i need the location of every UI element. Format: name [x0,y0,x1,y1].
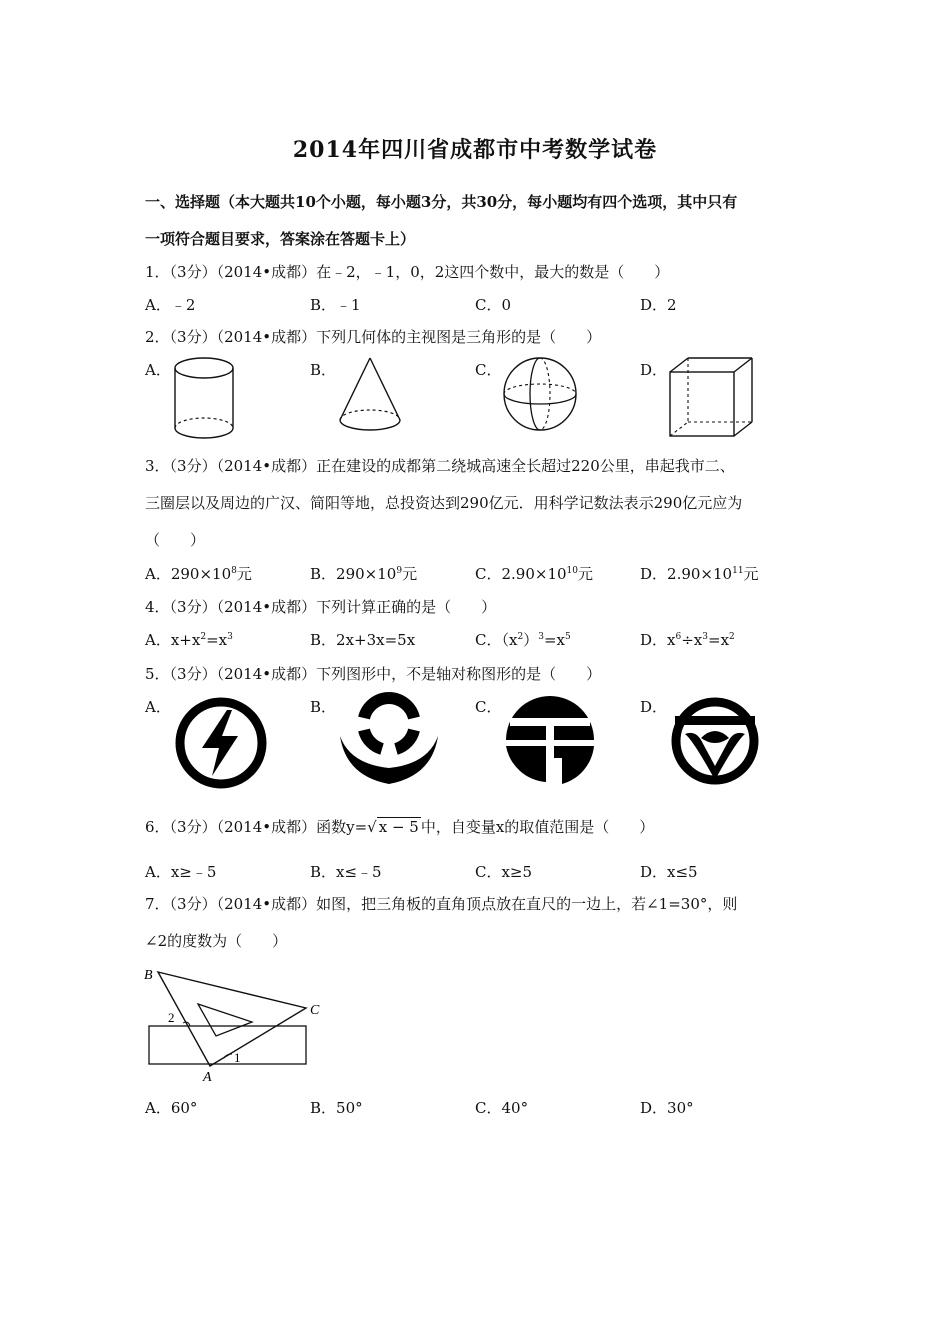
q2-option-a[interactable]: A． [145,361,171,379]
q4-option-d[interactable]: D．$x^6\div x^3=x^2$ [640,631,735,649]
q7-option-a[interactable]: A．60° [145,1099,198,1117]
q6-option-b[interactable]: B．x≤﹣5 [310,863,382,881]
q4-option-b[interactable]: B．2x+3x=5x [310,631,416,649]
label-angle-2: 2 [168,1010,175,1025]
question-3-stem-line1: 3．（3分）（2014•成都）正在建设的成都第二绕城高速全长超过220公里，串起我市二、 [145,457,735,475]
q1-option-c[interactable]: C．0 [475,296,512,314]
section-heading-line1: 一、选择题（本大题共10个小题，每小题3分，共30分，每小题均有四个选项，其中只有 [145,193,738,211]
v-logo-icon [667,694,763,788]
label-c: C [310,1003,320,1018]
q3-option-b[interactable]: B．$290\times 10^9$元 [310,565,418,583]
question-1-stem: 1．（3分）（2014•成都）在﹣2，﹣1，0，2这四个数中，最大的数是（ ） [145,263,670,281]
q1-option-d[interactable]: D．2 [640,296,677,314]
q6-option-c[interactable]: C．x≥5 [475,863,533,881]
label-a: A [203,1070,212,1084]
q5-option-b[interactable]: B． [310,698,337,716]
q2-option-b[interactable]: B． [310,361,337,379]
q5-option-a[interactable]: A． [145,698,171,716]
q6-option-a[interactable]: A．x≥﹣5 [145,863,217,881]
q6-option-d[interactable]: D．x≤5 [640,863,698,881]
q4-option-a[interactable]: A．$x+x^2=x^3$ [145,631,233,649]
radicand: x − 5 [378,818,419,836]
question-5-stem: 5．（3分）（2014•成都）下列图形中，不是轴对称图形的是（ ） [145,665,602,683]
ring-logo-icon [336,692,442,788]
sphere-icon [500,354,580,434]
label-angle-1: 1 [234,1050,241,1065]
q7-option-b[interactable]: B．50° [310,1099,363,1117]
page-title: 2014年四川省成都市中考数学试卷 [292,137,658,163]
cone-icon [336,354,406,436]
section-heading-line2: 一项符合题目要求，答案涂在答题卡上） [145,230,416,248]
question-2-stem: 2．（3分）（2014•成都）下列几何体的主视图是三角形的是（ ） [145,328,602,346]
lightning-logo-icon [172,694,270,792]
label-b: B [144,968,153,983]
q7-option-d[interactable]: D．30° [640,1099,694,1117]
q3-option-a[interactable]: A．$290\times 10^8$元 [145,565,252,583]
q2-option-c[interactable]: C． [475,361,502,379]
question-3-stem-line3: （ ） [145,531,206,549]
triangle-ruler-diagram [140,962,330,1084]
q2-option-d[interactable]: D． [640,361,668,379]
cylinder-icon [170,356,240,442]
q1-option-a[interactable]: A．﹣2 [145,296,196,314]
question-7-stem-line1: 7．（3分）（2014•成都）如图，把三角板的直角顶点放在直尺的一边上，若∠1=30°，则 [145,895,738,913]
q3-option-d[interactable]: D．$2.90\times 10^{11}$元 [640,565,759,583]
q4-option-c[interactable]: C．$(x^2)^3=x^5$ [475,631,571,649]
bank-logo-icon [502,694,598,786]
question-7-stem-line2: ∠2的度数为（ ） [145,932,288,950]
q5-option-d[interactable]: D． [640,698,668,716]
cube-icon [666,354,758,440]
q3-option-c[interactable]: C．$2.90\times 10^{10}$元 [475,565,594,583]
question-3-stem-line2: 三圈层以及周边的广汉、简阳等地，总投资达到290亿元．用科学记数法表示290亿元应为 [145,494,743,512]
question-6-stem: 6．（3分）（2014•成都）函数y=√ x − 5 中，自变量x的取值范围是（ ） [145,818,655,836]
q5-option-c[interactable]: C． [475,698,502,716]
question-4-stem: 4．（3分）（2014•成都）下列计算正确的是（ ） [145,598,497,616]
q7-option-c[interactable]: C．40° [475,1099,529,1117]
q1-option-b[interactable]: B．﹣1 [310,296,361,314]
